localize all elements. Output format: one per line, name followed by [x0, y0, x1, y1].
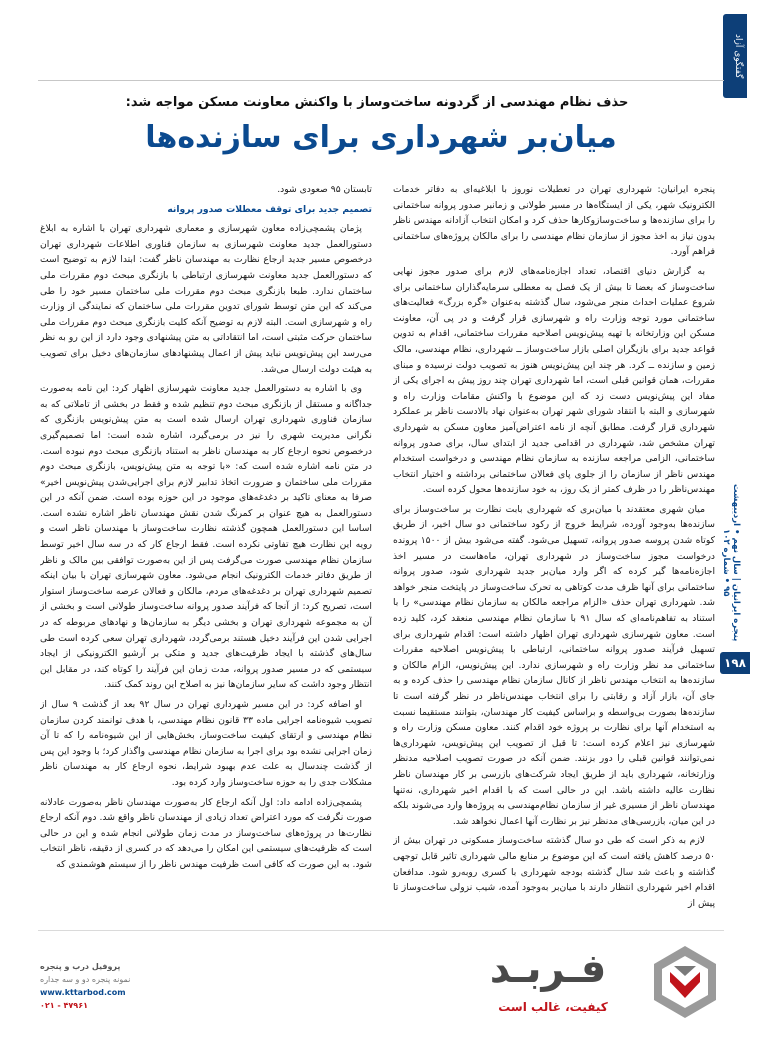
article-column-left — [40, 182, 372, 917]
article-column-right — [393, 182, 715, 917]
paragraph: پشمچی‌زاده ادامه داد: اول آنکه ارجاع کار به‌صورت مهندسان ناظر به‌صورت عادلانه صورت نگرفت که مورد اعتراض تعداد زیادی از مهندسان ناظر واقع شد. دوم آنکه ارجاع نظارت‌ها در پروژه‌های ساخت‌وساز در مدت زمان طولانی انجام شده و این در حالی است که ظرفیت‌های سیستمی این امکان را می‌دهد که در کسری از دقیقه، ناظر انتخاب شود. به این صورت که کافی است ظرفیت مهندس ناظر را از سیستم هوشمندی که — [40, 796, 372, 870]
paragraph: پنجره ایرانیان: شهرداری تهران در تعطیلات نوروز با ابلاغیه‌ای به دفاتر خدمات الکترونیک شهر، یکی از ایستگاه‌ها در مسیر طولانی و زمانبر صدور پروانه ساختمانی را برای سازنده‌ها و ساخت‌وسازوکار‌ها حذف کرد و امکان انتخاب آزادانه مهندس ناظر بدون نیاز به اخذ مجوز از سازمان نظام مهندسی را برای مالکان پروژه‌های ساختمانی فراهم آورد. — [393, 184, 715, 258]
brand-slogan: کیفیت، غالب است — [498, 1000, 608, 1014]
subheading: تصمیم جدید برای توقف معطلات صدور پروانه — [167, 203, 372, 215]
ad-contact-block — [40, 960, 160, 1026]
paragraph: او اضافه کرد: در این مسیر شهرداری تهران در سال ۹۲ بعد از گذشت ۹ سال از تصویب شیوه‌نامه اجرایی ماده ۳۳ قانون نظام مهندسی، با هدف توانمند کردن سازمان نظام مهندسی و ارتقای کیفیت ساخت‌وساز، بخش‌هایی از این شیوه‌نامه را که تا آن زمان اجرایی نشده بود برای اجرا به سازمان نظام مهندسی واگذار کرد؛ با وجود این پس از گذشت چندسال به علت عدم بهبود شرایط، نحوه ارجاع کار به مهندسان ناظر مشکلات جدی را به حوزه ساخت‌وساز وارد کرده بود. — [40, 699, 372, 788]
issue-info-sidebar: پنجره ایرانیان | سال نهم • اردیبهشت ۹۵ • شماره ۱۰۲ — [721, 483, 741, 642]
top-divider — [38, 80, 724, 81]
ad-divider — [38, 930, 724, 931]
ad-product-line: پروفیل درب و پنجره — [40, 962, 121, 971]
article-headline: میان‌بر شهرداری برای سازنده‌ها — [145, 120, 617, 155]
brand-logo-icon — [650, 942, 720, 1022]
brand-name: فـربـد — [489, 946, 607, 992]
article-kicker: حذف نظام مهندسی از گردونه ساخت‌وساز با واکنش معاونت مسکن مواجه شد: — [125, 95, 629, 110]
paragraph: به گزارش دنیای اقتصاد، تعداد اجازه‌نامه‌های لازم برای صدور مجوز نهایی ساخت‌وساز که بعضا تا بیش از یک فصل به معطلی سرمایه‌گذاران ساختمانی برای شروع عملیات احداث منجر می‌شود، سال گذشته به‌عنوان «گره بزرگ» فعالیت‌های ساختمانی مورد توجه وزارت راه و شهرسازی قرار گرفت و در پی آن، معاونت مسکن این وزارتخانه با تهیه پیش‌نویس اصلاحیه مقررات ساختمانی، اقدام به تدوین قواعد جدید برای بازیگران اصلی بازار ساخت‌وساز ــ شهرداری، نظام مهندسی، مالک زمین و سازنده ــ کرد. هر چند این پیش‌نویس هنوز به تصویب دولت نرسیده و مبنای مقررات، همان قوانین قبلی است، اما شهرداری تهران چند روز پیش به اجرای یکی از مفاد این پیش‌نویس دست زد که این موضوع با واکنش مقامات وزارت راه و شهرسازی و البته با انتقاد شورای شهر تهران به‌عنوان نهاد بالادست ناظر بر عملکرد شهرداری قرار گرفت. مطابق آنچه از نامه اعتراض‌آمیز معاون مسکن به شهرداری تهران مشخص شد، شهرداری در اقدامی جدید از ابتدای سال، برای صدور پروانه ساختمانی، الزامی مراجعه سازنده به سازمان نظام مهندسی و درخواست استخدام مهندس ناظر از سازمان را از جلوی پای فعالان ساختمانی برداشته و اختیار انتخاب مهندس‌ناظر را در ظرف کمتر از یک روز، به خود سازنده‌ها محول کرده است. — [393, 265, 715, 496]
paragraph: میان شهری معتقدند با میان‌بری که شهرداری بابت نظارت بر ساخت‌وساز برای سازنده‌ها به‌وجود آورده، شرایط خروج از رکود ساختمانی دو سال اخیر، از طریق کوتاه شدن پروسه صدور پروانه، تسهیل می‌شود. گفته می‌شود بیش از ۱۵۰۰ پرونده درخواست مجوز ساخت‌وساز در شهرداری تهران، ماه‌هاست در مسیر اخذ اجازه‌نامه‌ها گیر کرده که اگر وارد میان‌بر جدید شهرداری شود، صدور پروانه ساختمانی برای آنها ظرف مدت کوتاهی به تحرک ساخت‌وساز در پایتخت منجر خواهد شد. شهرداری تهران حذف «الزام مراجعه مالکان به سازمان نظام مهندسی» را با استناد به تفاهم‌نامه‌ای که سال ۹۱ با سازمان نظام مهندسی منعقد کرد، کلید زده است. معاون شهرسازی شهرداری تهران اظهار داشته است: اقدام شهرداری برای تسهیل فرآیند صدور پروانه ساختمانی، ارتباطی با پیش‌نویس اصلاحیه مقررات ساختمانی مد نظر وزارت راه و شهرسازی ندارد. این پیش‌نویس، الزام مالکان و سازنده‌ها به انتخاب مهندس ناظر از کانال سازمان نظام مهندسی را حذف کرده و به جای آن، بازار آزاد و رقابتی را برای انتخاب مهندس‌ناظر در نظر گرفته است تا سازنده‌ها بصورت بی‌واسطه و براساس کیفیت کار مهندسان، بتوانند مستقیما نسبت به استخدام آنها برای نظارت بر پروژه خود اقدام کنند. معاون مسکن وزارت راه و شهرسازی نیز اعلام کرده است: تا قبل از تصویب این پیش‌نویس، شهرداری‌ها نمی‌توانند قوانین قبلی را دور بزنند. ضمن آنکه در صورت تصویب اصلاحیه مدنظر وزارتخانه، شهرداری باید از طریق ایجاد شرکت‌های بازرسی بر کار مهندسان ناظر نظارت عالیه داشته باشد. این در حالی است که با اقدام اخیر شهرداری، نه‌تنها مهندسان ناظر از مسیری غیر از سازمان نظام‌مهندسی به پروژه‌ها وارد می‌شوند بلکه در این میان، بازرسی‌های مدنظر نیز بر نظارت آنها اعمال نخواهد شد. — [393, 503, 715, 827]
ad-website-link[interactable]: www.kttarbod.com — [40, 988, 126, 997]
ad-phone: ۰۲۱ - ۴۷۹۶۱ — [40, 1001, 88, 1010]
paragraph: لازم به ذکر است که طی دو سال گذشته ساخت‌وساز مسکونی در تهران بیش از ۵۰ درصد کاهش یافته است که این موضوع بر منابع مالی شهرداری تاثیر قابل توجهی گذاشته و باعث شد سال گذشته بودجه شهرداری با کسری روبه‌رو شود. مدافعان اقدام اخیر شهرداری انتظار دارند با میان‌بر به‌وجود آمده، شیب نزولی ساخت‌وساز تا پیش از — [393, 835, 715, 909]
advertisement — [38, 930, 724, 1030]
page-number: ۱۹۸ — [720, 652, 750, 674]
paragraph: پژمان پشمچی‌زاده معاون شهرسازی و معماری شهرداری تهران با اشاره به ابلاغ دستورالعمل جدید معاونت شهرسازی به سازمان فناوری اطلاعات شهرداری تهران درخصوص مسیر جدید ارجاع نظارت به مهندسان ناظر گفت: ابتدا لازم به توضیح است که دستورالعمل جدید معاونت شهرسازی ارتباطی با بازنگری مبحث دوم مقررات ملی ساختمان ندارد. طبعا بازنگری مبحث دوم مقررات ملی ساختمان مسیر خود را طی می‌کند که این متن توسط شورای تدوین مقررات ملی ساختمان که نمایندگی از وزارت راه و شهرسازی است. البته لازم به توضیح آنکه کلیت بازنگری مبحث دوم مقررات ملی ساختمان حرکت مثبتی است، اما انتقاداتی به متن پیشنهادی وجود دارد از این رو به نظر می‌رسد این پیش‌نویس نباید پیش از اعمال پیشنهادهای سازمان‌های دخیل برای تصویب به هیئت دولت ارسال می‌شد. — [40, 223, 372, 375]
paragraph: تابستان ۹۵ صعودی شود. — [277, 184, 372, 195]
ad-product-detail: نمونه پنجره دو و سه جداره — [40, 975, 131, 984]
paragraph: وی با اشاره به دستورالعمل جدید معاونت شهرسازی اظهار کرد: این نامه به‌صورت جداگانه و مستقل از بازنگری مبحث دوم تنظیم شده و فقط در بخشی از تاملاتی که به سازمان فناوری شهرداری تهران ارسال شده است به متن پیش‌نویس بازنگری که نگرانی مدیریت شهری را نیز در برمی‌گیرد، اشاره شده است: اما تصمیم‌گیری درخصوص نحوه ارجاع کار به مهندسان ناظر به استناد بازنگری مبحث دوم نبوده است. در متن نامه اشاره شده است که: «با توجه به متن پیش‌نویس، بازنگری مبحث دوم مقررات ملی ساختمان و ضرورت اتخاذ تدابیر لازم برای اجرایی‌شدن پیش‌نویس اخیر» صرفا به معنای تاکید بر دغدغه‌های موجود در این حوزه بوده است. ضمن آنکه در این دستورالعمل به هیچ عنوان بر کمرنگ شدن نقش مهندسان ناظر اشاره نشده است. اساسا این دستورالعمل همچون گذشته نظارت ساخت‌وساز با مهندسان ناظر است و رویه این نظارت هیچ تفاوتی نکرده است. فقط ارجاع کار که در سه سال اخیر توسط سازمان نظام مهندسی صورت می‌گرفت پس از این به‌صورت توافقی بین مالک و ناظر از طریق دفاتر خدمات الکترونیک انجام می‌شود. معاون شهرسازی تهران با بیان اینکه تصمیم شهرداری تهران بر دغدغه‌های مردم، مالکان و فعالان عرصه ساخت‌وساز استوار است، تصریح کرد: از آنجا که فرآیند صدور پروانه ساخت‌وساز طولانی است و بخشی از آن به مجموعه شهرداری تهران و بخشی دیگر به سازمان‌ها و نهادهای مربوطه که در اجرایی شدن این فرآیند دخیل هستند برمی‌گردد، شهرداری تهران سعی کرده است طی سال‌های گذشته با ایجاد ظرفیت‌های جدید و متکی بر آرشیو الکترونیکی از ایجاد سیستمی که در مسیر صدور پروانه، مدت زمان این فرآیند را کوتاه کند، در مقابل این انتظار وجود داشت که سایر سازمان‌ها نیز به اصلاح این روند کمک کنند. — [40, 383, 372, 691]
section-tab-label: گفتگو‌ی آزاد — [733, 33, 743, 79]
